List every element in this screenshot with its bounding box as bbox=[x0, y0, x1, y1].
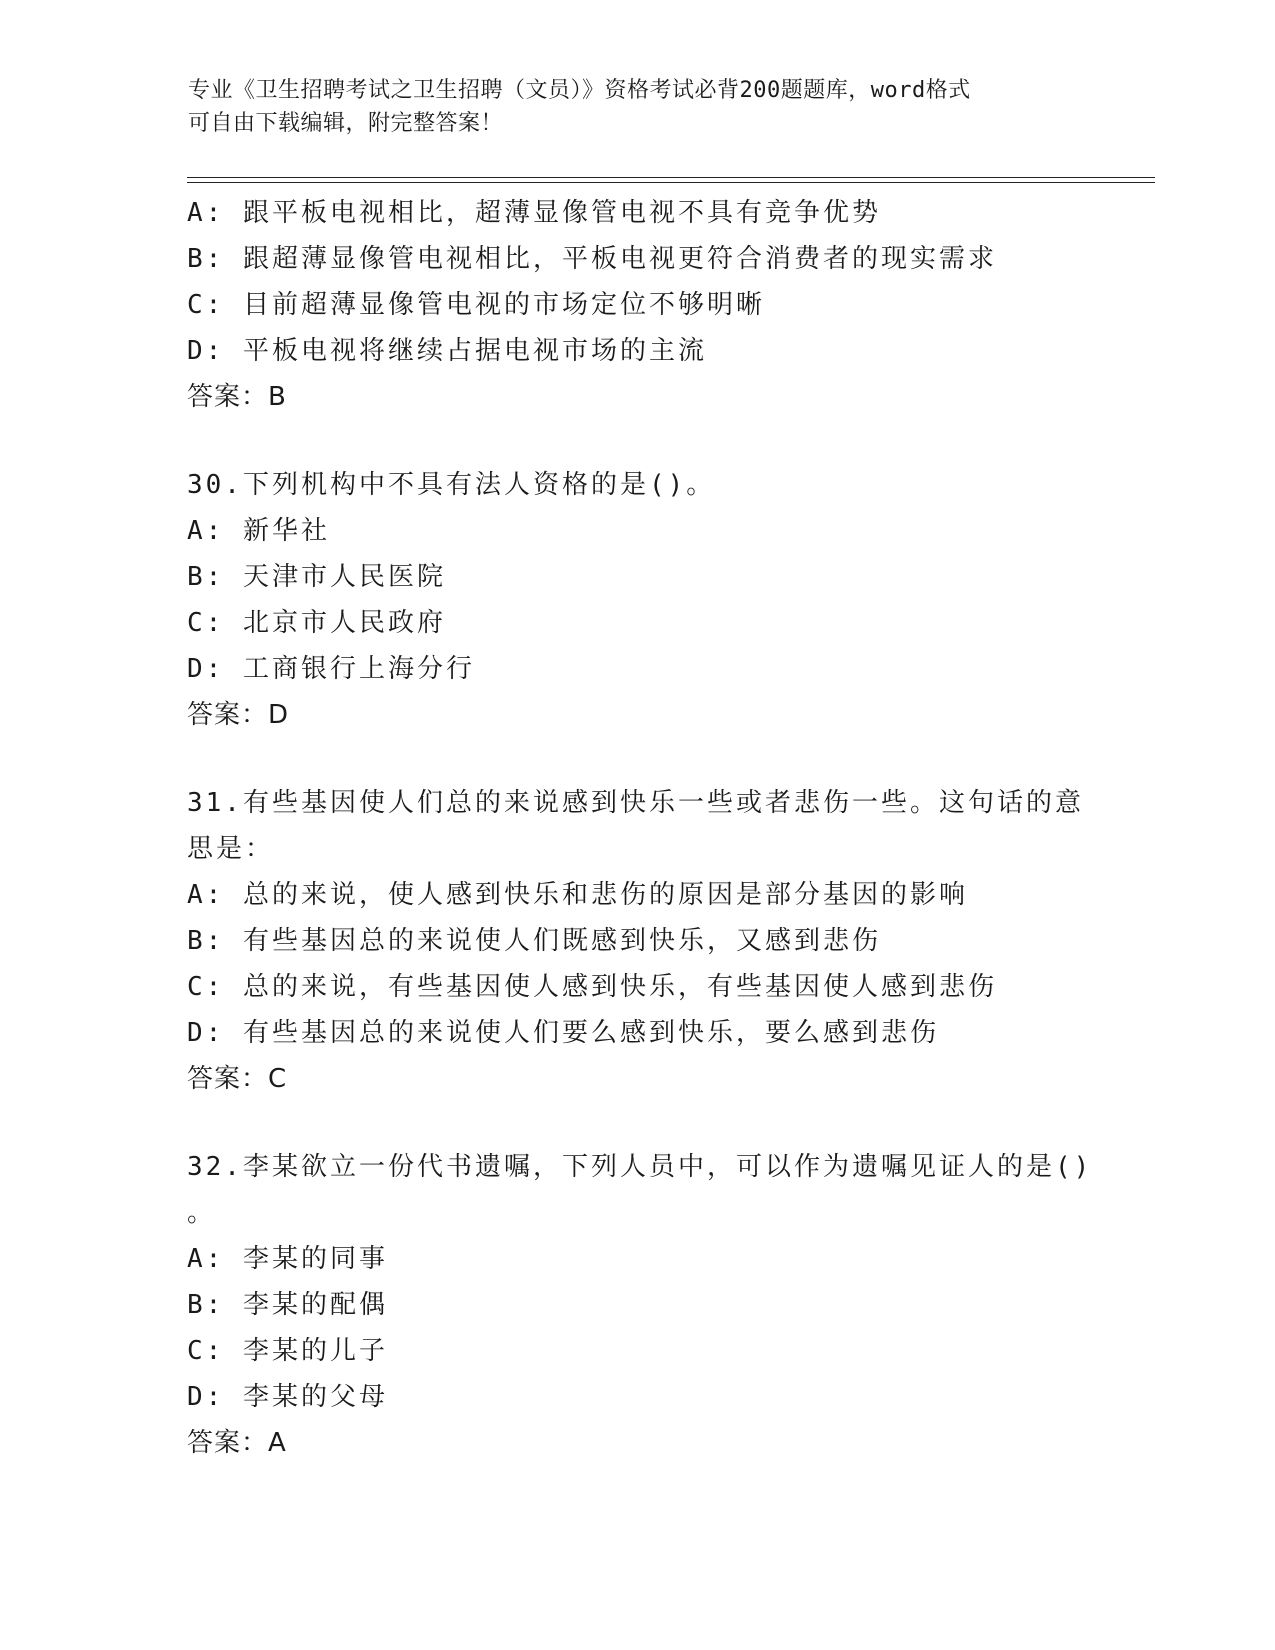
option-c: C: 李某的儿子 bbox=[187, 1336, 388, 1366]
question-stem-continued: 。 bbox=[187, 1198, 217, 1228]
option-c: C: 北京市人民政府 bbox=[187, 608, 446, 638]
question-stem-continued: 思是： bbox=[187, 834, 275, 864]
answer-line: 答案：A bbox=[187, 1428, 287, 1458]
spacer bbox=[187, 420, 1087, 462]
question-block-30 bbox=[187, 462, 1087, 738]
question-block-32 bbox=[187, 1144, 1093, 1466]
option-a: A: 李某的同事 bbox=[187, 1244, 388, 1274]
document-header bbox=[188, 74, 1068, 140]
question-stem: 32.李某欲立一份代书遗嘱，下列人员中，可以作为遗嘱见证人的是() bbox=[187, 1152, 1093, 1182]
question-stem: 31.有些基因使人们总的来说感到快乐一些或者悲伤一些。这句话的意 bbox=[187, 788, 1084, 818]
option-b: B: 李某的配偶 bbox=[187, 1290, 388, 1320]
answer-line: 答案：D bbox=[187, 700, 290, 730]
answer-line: 答案：C bbox=[187, 1064, 288, 1094]
option-b: B: 跟超薄显像管电视相比，平板电视更符合消费者的现实需求 bbox=[187, 244, 997, 274]
question-list bbox=[187, 190, 1093, 1466]
option-a: A: 总的来说，使人感到快乐和悲伤的原因是部分基因的影响 bbox=[187, 880, 968, 910]
header-rule-top bbox=[187, 177, 1155, 178]
question-stem: 30.下列机构中不具有法人资格的是()。 bbox=[187, 470, 716, 500]
option-c: C: 目前超薄显像管电视的市场定位不够明晰 bbox=[187, 290, 765, 320]
option-d: D: 工商银行上海分行 bbox=[187, 654, 475, 684]
question-block-31 bbox=[187, 780, 1087, 1102]
header-line-2: 可自由下载编辑，附完整答案！ bbox=[188, 111, 504, 136]
option-d: D: 李某的父母 bbox=[187, 1382, 388, 1412]
option-a: A: 跟平板电视相比，超薄显像管电视不具有竞争优势 bbox=[187, 198, 881, 228]
spacer bbox=[187, 738, 1087, 780]
option-b: B: 天津市人民医院 bbox=[187, 562, 446, 592]
option-b: B: 有些基因总的来说使人们既感到快乐，又感到悲伤 bbox=[187, 926, 881, 956]
option-c: C: 总的来说，有些基因使人感到快乐，有些基因使人感到悲伤 bbox=[187, 972, 997, 1002]
header-line-1: 专业《卫生招聘考试之卫生招聘（文员）》资格考试必背200题题库，word格式 bbox=[188, 78, 971, 103]
option-a: A: 新华社 bbox=[187, 516, 330, 546]
question-block-prev bbox=[187, 190, 1087, 420]
header-rule-bottom bbox=[187, 182, 1155, 183]
answer-line: 答案：B bbox=[187, 382, 287, 412]
option-d: D: 有些基因总的来说使人们要么感到快乐，要么感到悲伤 bbox=[187, 1018, 939, 1048]
option-d: D: 平板电视将继续占据电视市场的主流 bbox=[187, 336, 707, 366]
spacer bbox=[187, 1102, 1087, 1144]
